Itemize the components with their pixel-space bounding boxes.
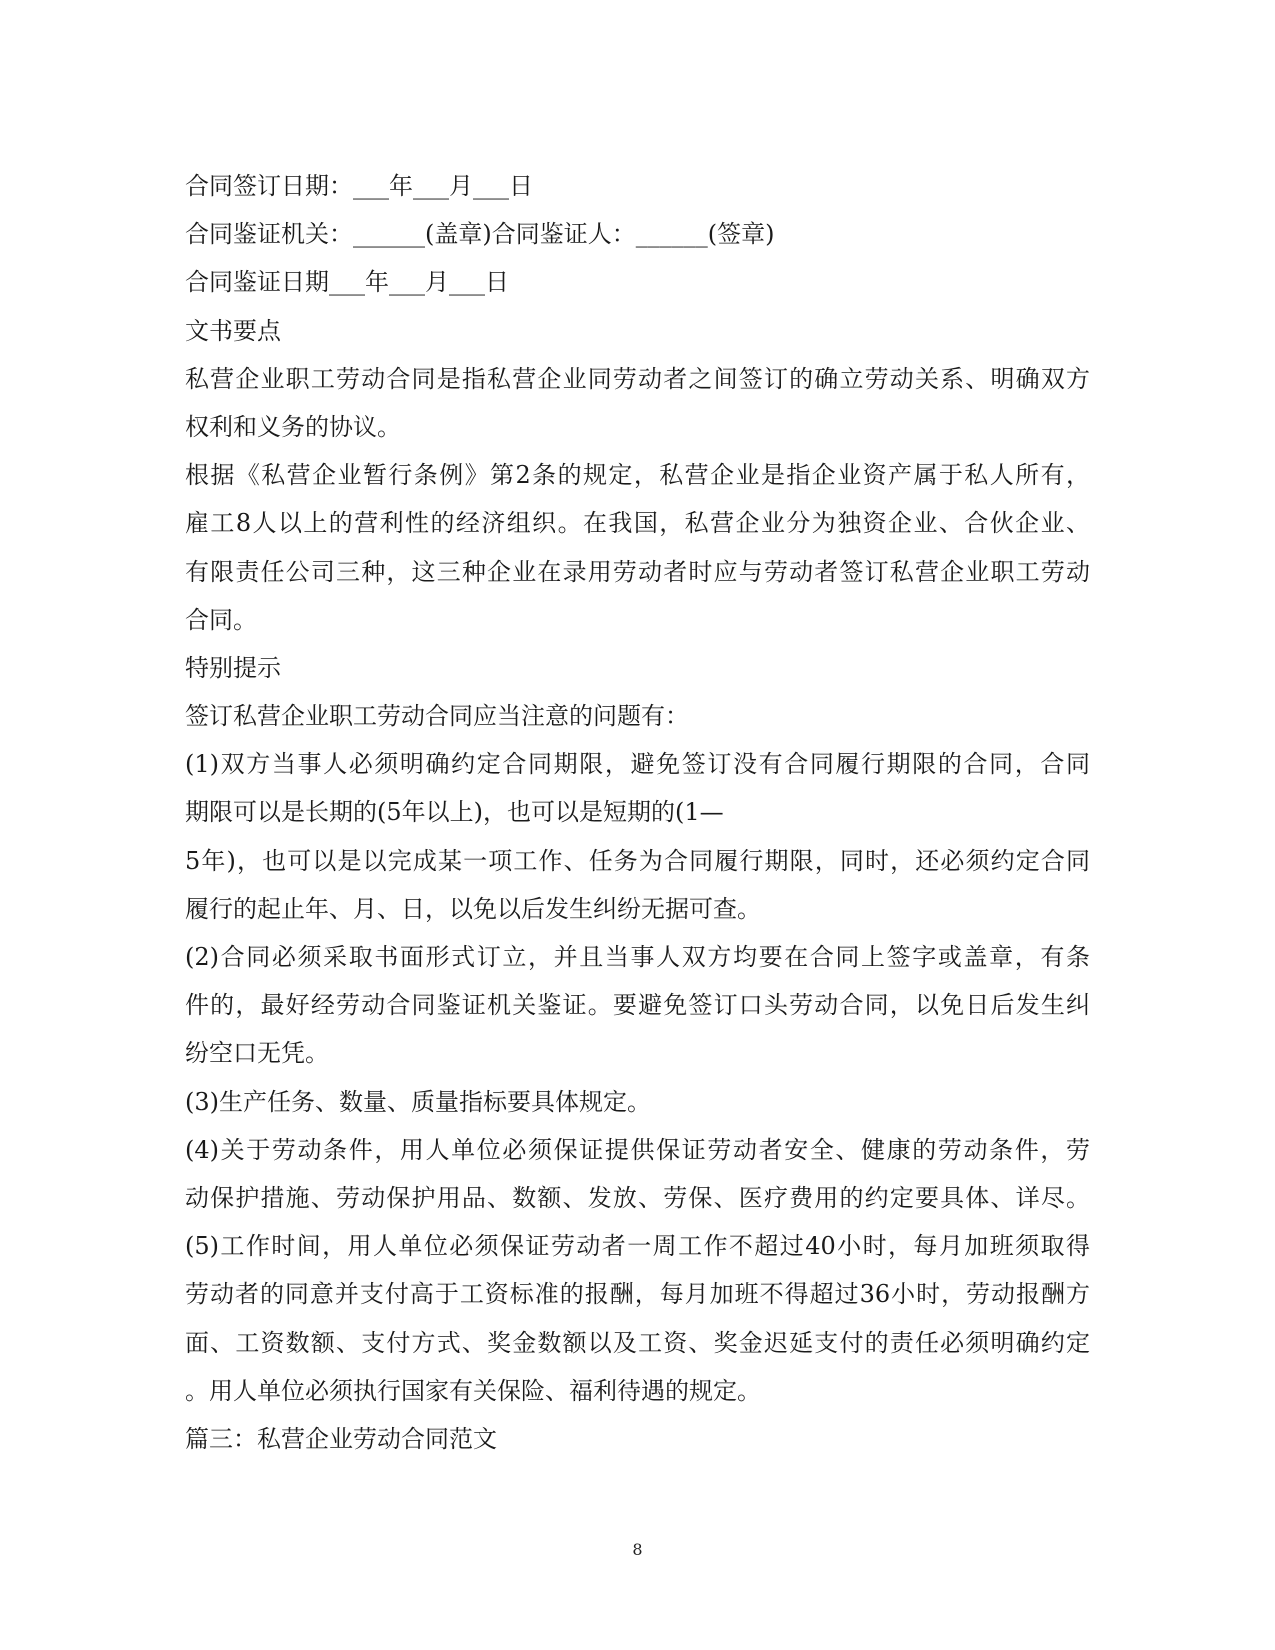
paragraph-line: 根据《私营企业暂行条例》第2条的规定，私营企业是指企业资产属于私人所有， — [185, 461, 1090, 490]
list-item-line: 。用人单位必须执行国家有关保险、福利待遇的规定。 — [185, 1376, 761, 1405]
list-item-line: (4)关于劳动条件，用人单位必须保证提供保证劳动者安全、健康的劳动条件，劳 — [185, 1135, 1090, 1164]
paragraph-line: 签订私营企业职工劳动合同应当注意的问题有： — [185, 702, 689, 731]
list-item-line: 履行的起止年、月、日，以免以后发生纠纷无据可查。 — [185, 894, 761, 923]
list-item-line: (5)工作时间，用人单位必须保证劳动者一周工作不超过40小时，每月加班须取得 — [185, 1232, 1090, 1261]
list-item-line: 纷空口无凭。 — [185, 1039, 329, 1068]
paragraph-line: 有限责任公司三种，这三种企业在录用劳动者时应与劳动者签订私营企业职工劳动 — [185, 557, 1090, 586]
section-heading-key-points: 文书要点 — [185, 316, 281, 345]
signing-date-line: 合同签订日期：___年___月___日 — [185, 172, 533, 200]
authentication-authority-line: 合同鉴证机关：______(盖章)合同鉴证人：______(签章) — [185, 220, 775, 249]
list-item-line: (3)生产任务、数量、质量指标要具体规定。 — [185, 1087, 651, 1116]
page-number: 8 — [632, 1540, 643, 1559]
list-item-line: 件的，最好经劳动合同鉴证机关鉴证。要避免签订口头劳动合同，以免日后发生纠 — [185, 991, 1090, 1020]
list-item-line: 5年)，也可以是以完成某一项工作、任务为合同履行期限，同时，还必须约定合同 — [185, 846, 1090, 875]
section-heading-special-notice: 特别提示 — [185, 653, 281, 682]
list-item-line: (2)合同必须采取书面形式订立，并且当事人双方均要在合同上签字或盖章，有条 — [185, 943, 1090, 971]
paragraph-line: 权利和义务的协议。 — [185, 412, 401, 441]
list-item-line: 劳动者的同意并支付高于工资标准的报酬，每月加班不得超过36小时，劳动报酬方 — [185, 1280, 1090, 1309]
list-item-line: (1)双方当事人必须明确约定合同期限，避免签订没有合同履行期限的合同，合同 — [185, 750, 1090, 779]
authentication-date-line: 合同鉴证日期___年___月___日 — [185, 268, 509, 297]
document-body — [185, 162, 1090, 1463]
list-item-line: 动保护措施、劳动保护用品、数额、发放、劳保、医疗费用的约定要具体、详尽。 — [185, 1183, 1090, 1212]
paragraph-line: 雇工8人以上的营利性的经济组织。在我国，私营企业分为独资企业、合伙企业、 — [185, 509, 1090, 538]
paragraph-line: 私营企业职工劳动合同是指私营企业同劳动者之间签订的确立劳动关系、明确双方 — [185, 364, 1090, 393]
list-item-line: 面、工资数额、支付方式、奖金数额以及工资、奖金迟延支付的责任必须明确约定 — [185, 1328, 1090, 1357]
section-heading-part-three: 篇三：私营企业劳动合同范文 — [185, 1424, 497, 1453]
list-item-line: 期限可以是长期的(5年以上)，也可以是短期的(1— — [185, 798, 724, 827]
paragraph-line: 合同。 — [185, 605, 257, 634]
